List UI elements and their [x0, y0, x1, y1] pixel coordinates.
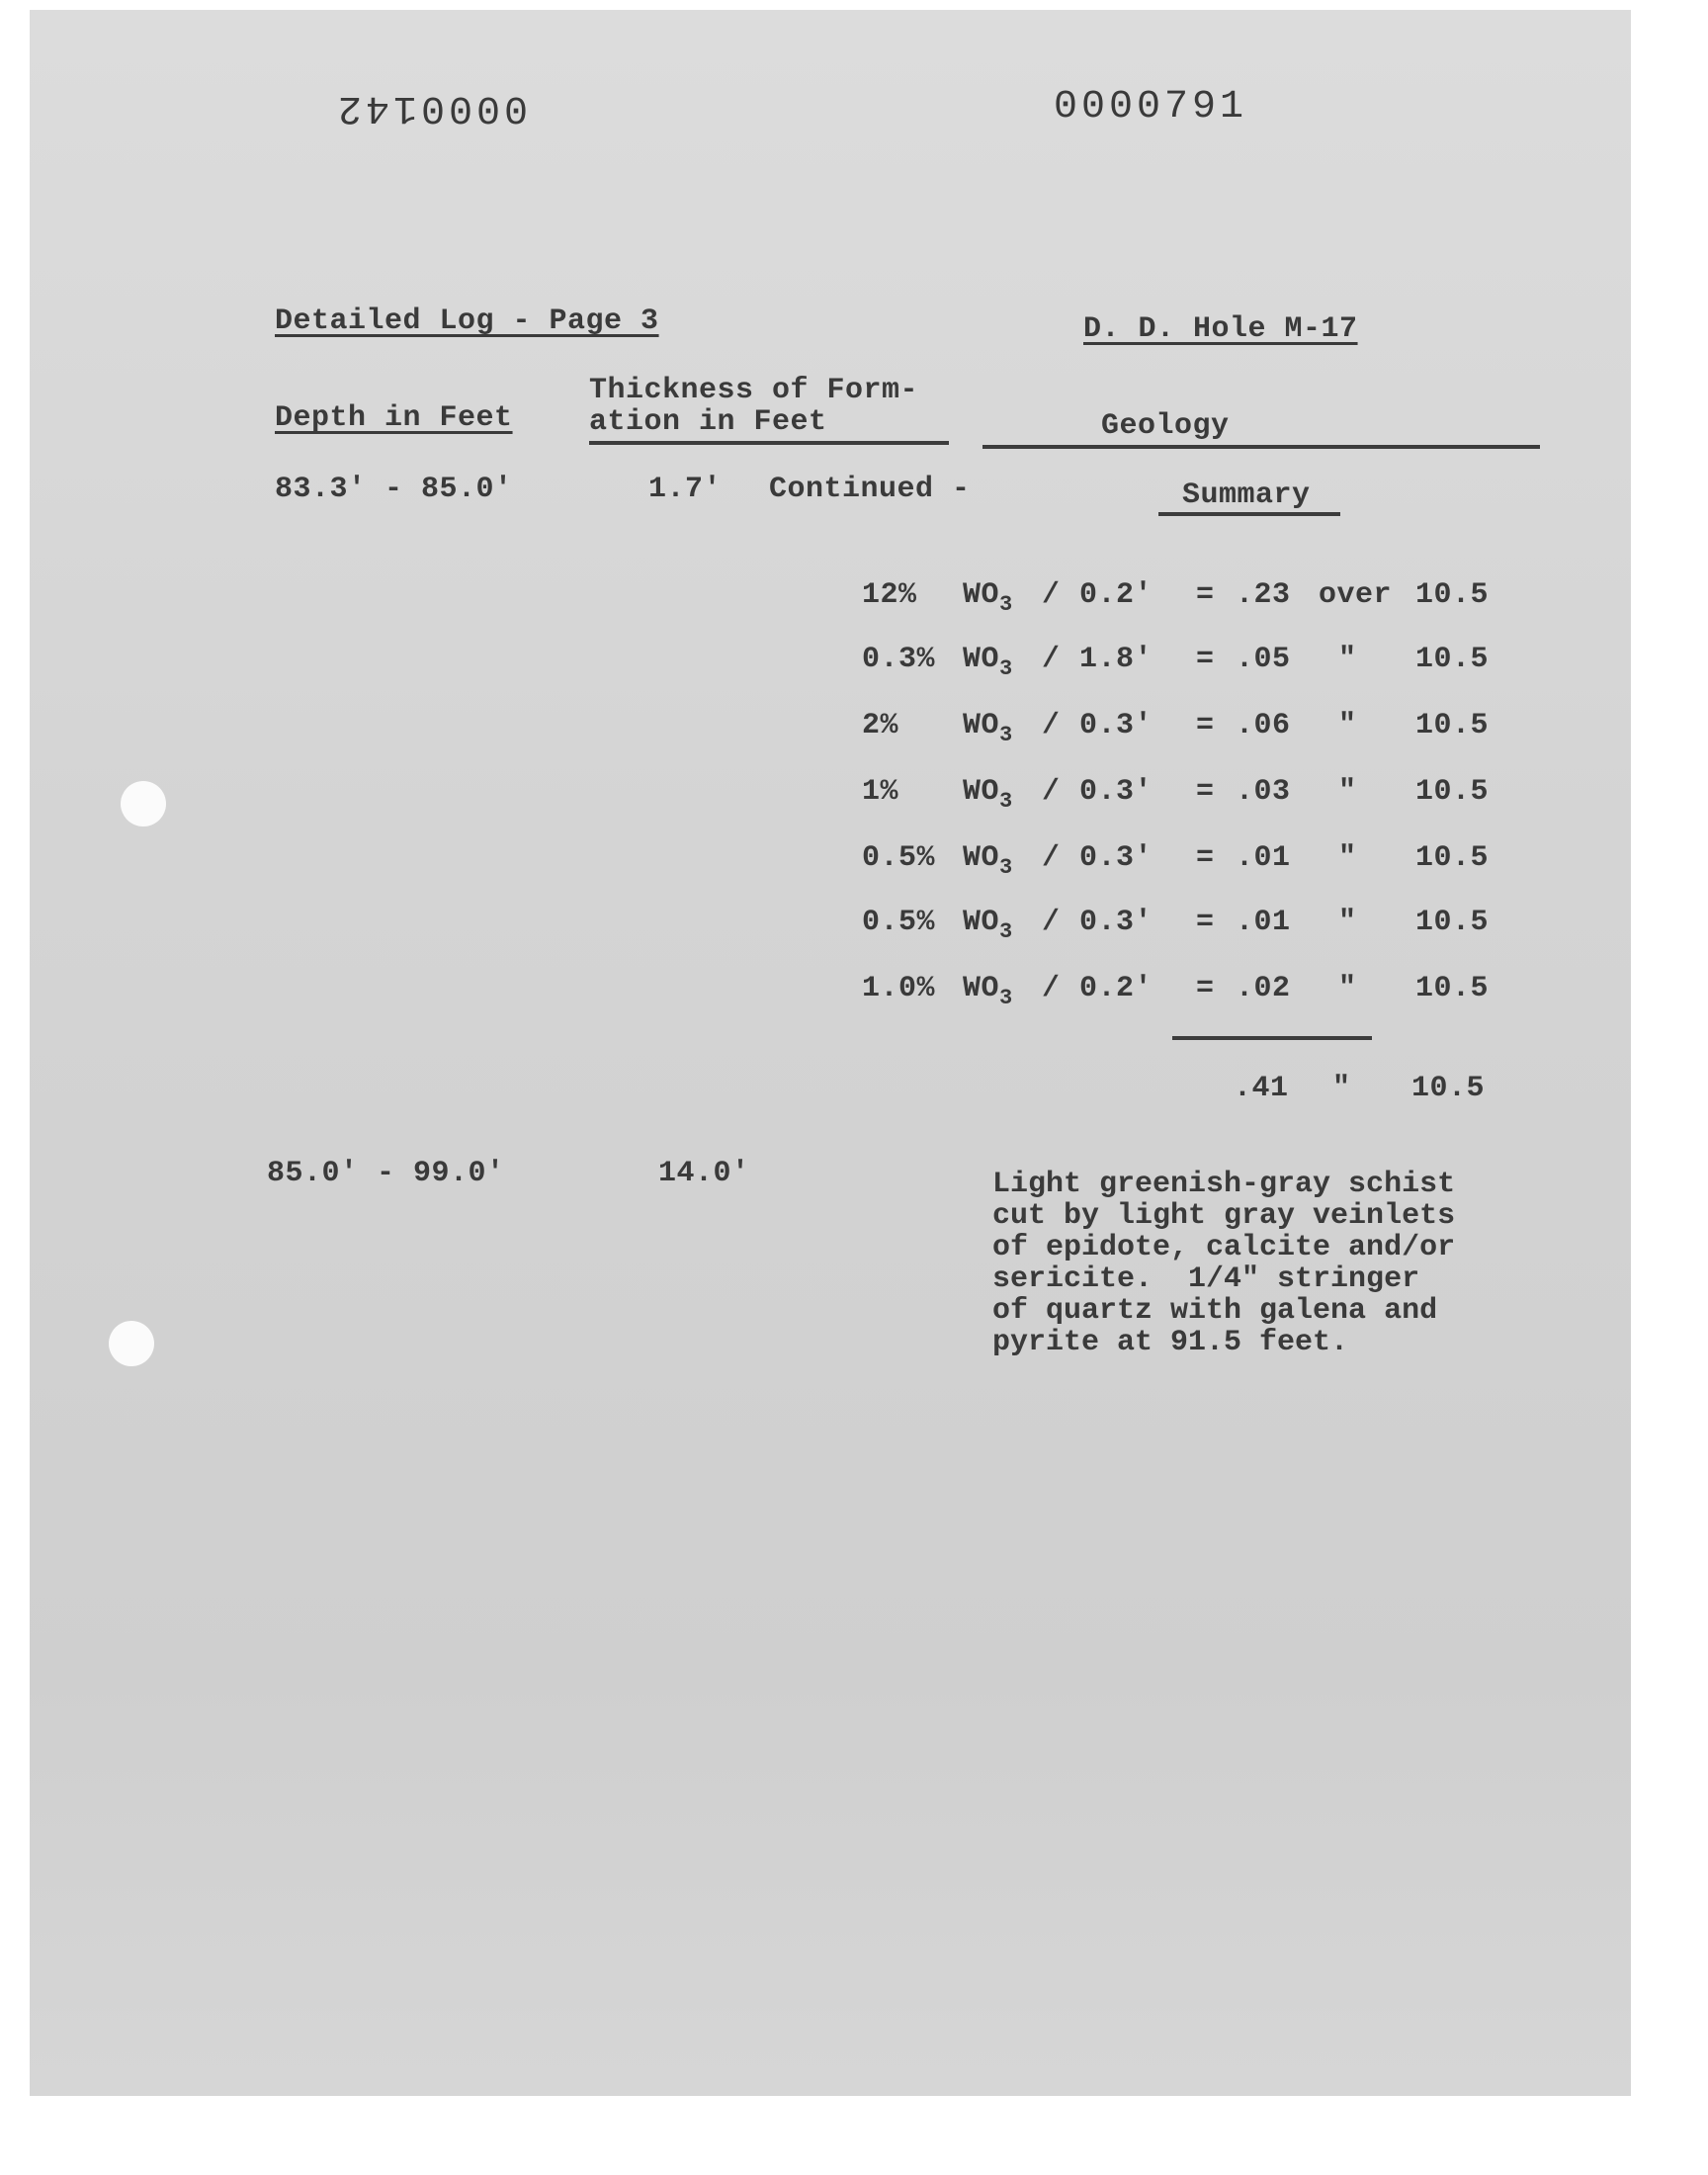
compound [963, 709, 1013, 747]
punch-hole-bottom [109, 1321, 154, 1366]
interval-2-description: Light greenish-gray schist cut by light gray veinlets of epidote, calcite and/or sericite. 1/4" stringer of quartz with galena and pyrite at 91.5 feet. [992, 1168, 1456, 1359]
column-header-thickness-line1: Thickness of Form- [589, 374, 919, 407]
compound-symbol: WO [963, 775, 1000, 809]
total-width: 10.5 [1415, 972, 1490, 1005]
ditto-mark: " [1338, 841, 1357, 875]
ditto-mark: " [1338, 972, 1357, 1005]
compound [963, 643, 1013, 681]
interval-1-note: Continued - [769, 473, 971, 506]
equals-sign: = [1196, 775, 1215, 809]
compound-symbol: WO [963, 709, 1000, 742]
grade-percent: 0.3% [862, 643, 936, 676]
slash: / [1042, 841, 1061, 875]
weighted-value: .23 [1236, 578, 1291, 612]
interval-length: 0.3' [1079, 709, 1153, 742]
page-title: Detailed Log - Page 3 [275, 304, 659, 338]
interval-length: 0.2' [1079, 578, 1153, 612]
total-width: 10.5 [1411, 1072, 1486, 1105]
total-width: 10.5 [1415, 643, 1490, 676]
interval-length: 0.2' [1079, 972, 1153, 1005]
total-width: 10.5 [1415, 775, 1490, 809]
ditto-mark: " [1338, 709, 1357, 742]
grade-percent: 1.0% [862, 972, 936, 1005]
sum-rule [1172, 1036, 1372, 1040]
compound-symbol: WO [963, 643, 1000, 676]
ditto-mark: " [1338, 775, 1357, 809]
punch-hole-top [121, 781, 166, 826]
hole-id: D. D. Hole M-17 [1083, 312, 1358, 346]
compound-symbol: WO [963, 972, 1000, 1005]
compound [963, 906, 1013, 944]
compound-subscript: 3 [999, 855, 1013, 880]
ditto-mark: " [1338, 643, 1357, 676]
compound-subscript: 3 [999, 723, 1013, 747]
weighted-value: .01 [1236, 906, 1291, 939]
weighted-value: .01 [1236, 841, 1291, 875]
over-label: over [1319, 578, 1393, 612]
weighted-value: .06 [1236, 709, 1291, 742]
slash: / [1042, 906, 1061, 939]
compound [963, 841, 1013, 880]
slash: / [1042, 709, 1061, 742]
summary-heading: Summary [1182, 478, 1311, 512]
grade-percent: 1% [862, 775, 899, 809]
total-width: 10.5 [1415, 841, 1490, 875]
equals-sign: = [1196, 643, 1215, 676]
weighted-value: .02 [1236, 972, 1291, 1005]
slash: / [1042, 578, 1061, 612]
compound-subscript: 3 [999, 789, 1013, 814]
total-width: 10.5 [1415, 906, 1490, 939]
slash: / [1042, 775, 1061, 809]
geology-header-rule [982, 445, 1540, 449]
total-width: 10.5 [1415, 578, 1490, 612]
interval-length: 0.3' [1079, 841, 1153, 875]
column-header-geology: Geology [1101, 409, 1230, 443]
interval-1-thickness: 1.7' [648, 473, 723, 506]
thickness-header-rule [589, 441, 949, 445]
grade-percent: 2% [862, 709, 899, 742]
compound [963, 578, 1013, 617]
ditto-mark: " [1332, 1072, 1351, 1105]
equals-sign: = [1196, 709, 1215, 742]
equals-sign: = [1196, 841, 1215, 875]
weighted-value: .03 [1236, 775, 1291, 809]
compound-symbol: WO [963, 906, 1000, 939]
total-value: .41 [1234, 1072, 1289, 1105]
ditto-mark: " [1338, 906, 1357, 939]
interval-length: 0.3' [1079, 906, 1153, 939]
compound-subscript: 3 [999, 656, 1013, 681]
compound-subscript: 3 [999, 592, 1013, 617]
column-header-thickness-line2: ation in Feet [589, 405, 827, 439]
stamp-number-left: 0000142 [334, 85, 529, 130]
equals-sign: = [1196, 972, 1215, 1005]
compound-subscript: 3 [999, 919, 1013, 944]
interval-length: 0.3' [1079, 775, 1153, 809]
slash: / [1042, 972, 1061, 1005]
compound-symbol: WO [963, 841, 1000, 875]
grade-percent: 0.5% [862, 841, 936, 875]
interval-length: 1.8' [1079, 643, 1153, 676]
equals-sign: = [1196, 906, 1215, 939]
compound-symbol: WO [963, 578, 1000, 612]
stamp-number-right: 0000791 [1054, 85, 1248, 130]
compound [963, 972, 1013, 1010]
summary-heading-rule [1158, 512, 1340, 516]
column-header-depth: Depth in Feet [275, 401, 513, 435]
grade-percent: 12% [862, 578, 917, 612]
interval-2-depth: 85.0' - 99.0' [267, 1157, 505, 1190]
grade-percent: 0.5% [862, 906, 936, 939]
compound-subscript: 3 [999, 986, 1013, 1010]
slash: / [1042, 643, 1061, 676]
interval-2-thickness: 14.0' [658, 1157, 750, 1190]
equals-sign: = [1196, 578, 1215, 612]
total-width: 10.5 [1415, 709, 1490, 742]
document-page [30, 10, 1631, 2096]
weighted-value: .05 [1236, 643, 1291, 676]
interval-1-depth: 83.3' - 85.0' [275, 473, 513, 506]
compound [963, 775, 1013, 814]
